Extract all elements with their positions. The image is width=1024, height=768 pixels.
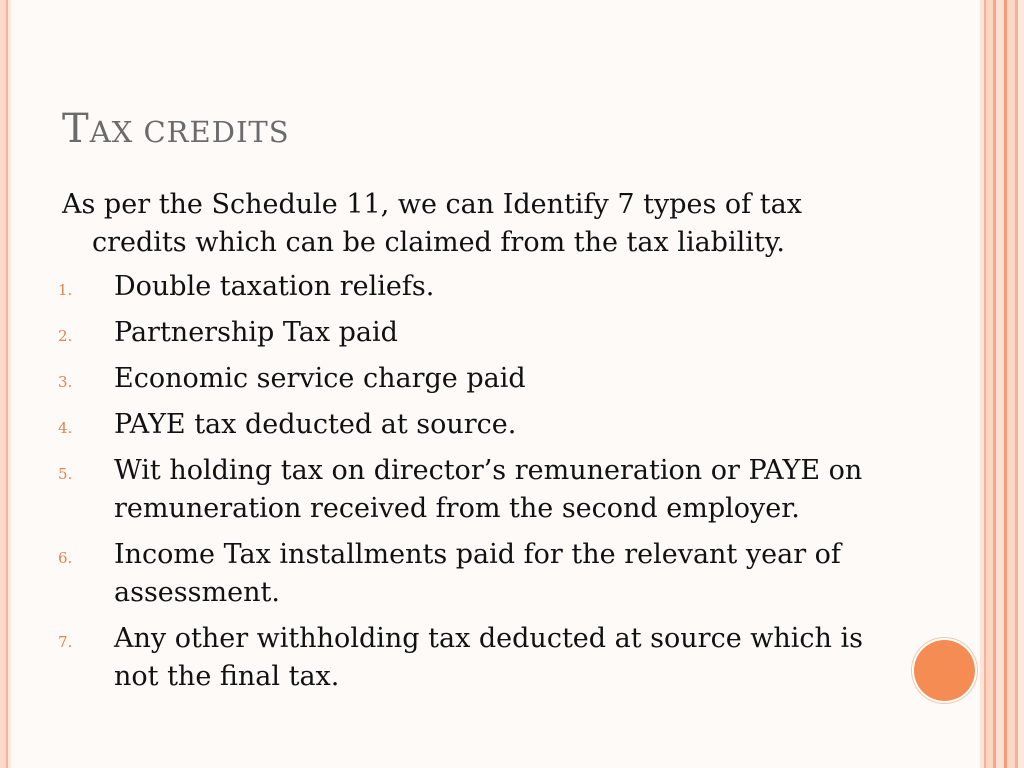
list-item (58, 360, 898, 398)
decorative-circle-icon (914, 640, 975, 701)
list-item-text: Double taxation reliefs. (114, 271, 435, 302)
right-border-decoration (980, 0, 1024, 768)
list-item-text: Wit holding tax on director’s remuneration or PAYE on remuneration received from the second employer. (114, 455, 863, 524)
list-item-text: PAYE tax deducted at source. (114, 409, 517, 440)
list-item (58, 620, 898, 696)
list-item (58, 536, 898, 612)
list-item (58, 452, 898, 528)
list-item-text: Income Tax installments paid for the relevant year of assessment. (114, 539, 841, 608)
list-item-number: 5. (58, 465, 73, 483)
slide-title (62, 106, 290, 152)
list-item-number: 2. (58, 327, 73, 345)
list-item-number: 4. (58, 419, 73, 437)
list-item-number: 6. (58, 549, 73, 567)
list-item-text: Any other withholding tax deducted at source which is not the final tax. (114, 623, 863, 692)
list-item-text: Economic service charge paid (114, 363, 526, 394)
list-item-number: 7. (58, 633, 73, 651)
tax-credit-list (58, 268, 898, 704)
list-item (58, 314, 898, 352)
left-border-decoration (0, 0, 11, 768)
intro-paragraph: As per the Schedule 11, we can Identify 7 types of tax credits which can be claimed from the tax liability. (62, 189, 802, 258)
list-item-number: 3. (58, 373, 73, 391)
list-item-number: 1. (58, 281, 73, 299)
list-item (58, 268, 898, 306)
list-item (58, 406, 898, 444)
list-item-text: Partnership Tax paid (114, 317, 398, 348)
title-initial: T (62, 106, 90, 152)
title-rest: AX CREDITS (89, 115, 290, 149)
